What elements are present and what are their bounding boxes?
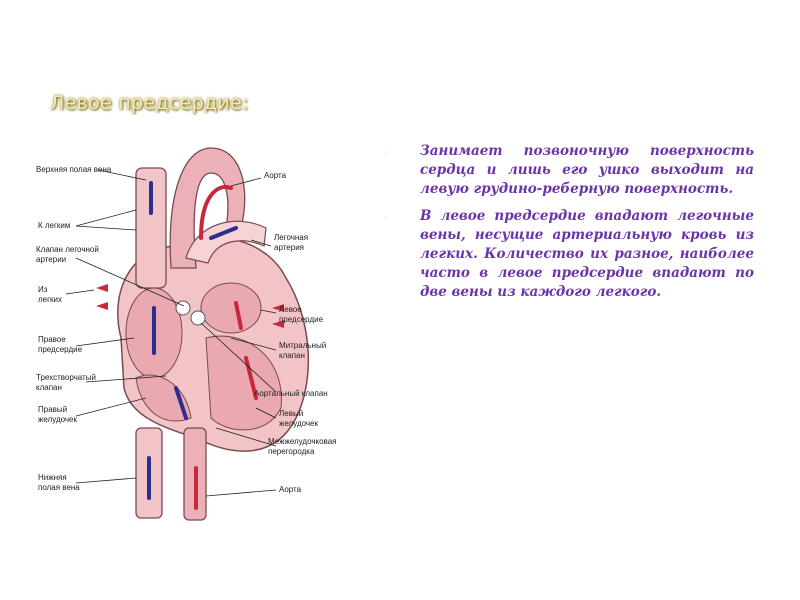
label-right-vent-2: желудочек [38,415,77,424]
heart-diagram [36,128,338,528]
label-mitral-2: клапан [279,351,305,360]
label-aortic-valve: Аортальный клапан [254,389,328,398]
label-septum-2: перегородка [268,447,315,456]
label-right-vent-1: Правый [38,405,68,414]
label-from-lungs-2: легких [38,295,63,304]
left-atrium [201,283,261,333]
bullet-item [384,207,754,302]
label-septum-1: Межжелудочковая [268,437,337,446]
label-aorta-top: Аорта [264,171,287,180]
label-aorta-bottom: Аорта [279,485,302,494]
label-to-lungs: К легким [38,221,71,230]
label-tricuspid-1: Трехстворчатый [36,373,96,382]
label-pulm-valve-1: Клапан легочной [36,245,99,254]
label-pulm-valve-2: артерии [36,255,67,264]
label-svc: Верхняя полая вена [36,165,112,174]
label-left-vent-2: желудочек [279,419,318,428]
aortic-valve [191,311,205,325]
label-left-vent-1: Левый [279,409,304,418]
bullet-marker: ◦ [384,149,390,159]
label-right-atrium-1: Правое [38,335,66,344]
label-tricuspid-2: клапан [36,383,62,392]
label-ivc-2: полая вена [38,483,80,492]
label-right-atrium-2: предсердие [38,345,83,354]
label-mitral-1: Митральный [279,341,327,350]
label-left-atrium-2: предсердие [279,315,324,324]
heart-illustration [36,128,338,528]
bullet-text: В левое предсердие впадают легочные вены, несущие артериальную кровь из легких. Количество их разное, наиболее часто в левое предсердие впадают по две вены из каждого легкого. [420,208,754,300]
label-pulm-artery-1: Легочная [274,233,309,242]
label-pulm-artery-2: артерия [274,243,304,252]
slide-title: Левое предсердие: [50,92,249,114]
label-from-lungs-1: Из [38,285,48,294]
label-ivc-1: Нижняя [38,473,67,482]
bullet-list [384,142,754,310]
label-left-atrium-1: Левое [279,305,302,314]
bullet-marker: ◦ [384,214,390,224]
bullet-item [384,142,754,199]
bullet-text: Занимает позвоночную поверхность сердца и лишь его ушко выходит на левую грудино-реберную поверхность. [420,143,754,197]
